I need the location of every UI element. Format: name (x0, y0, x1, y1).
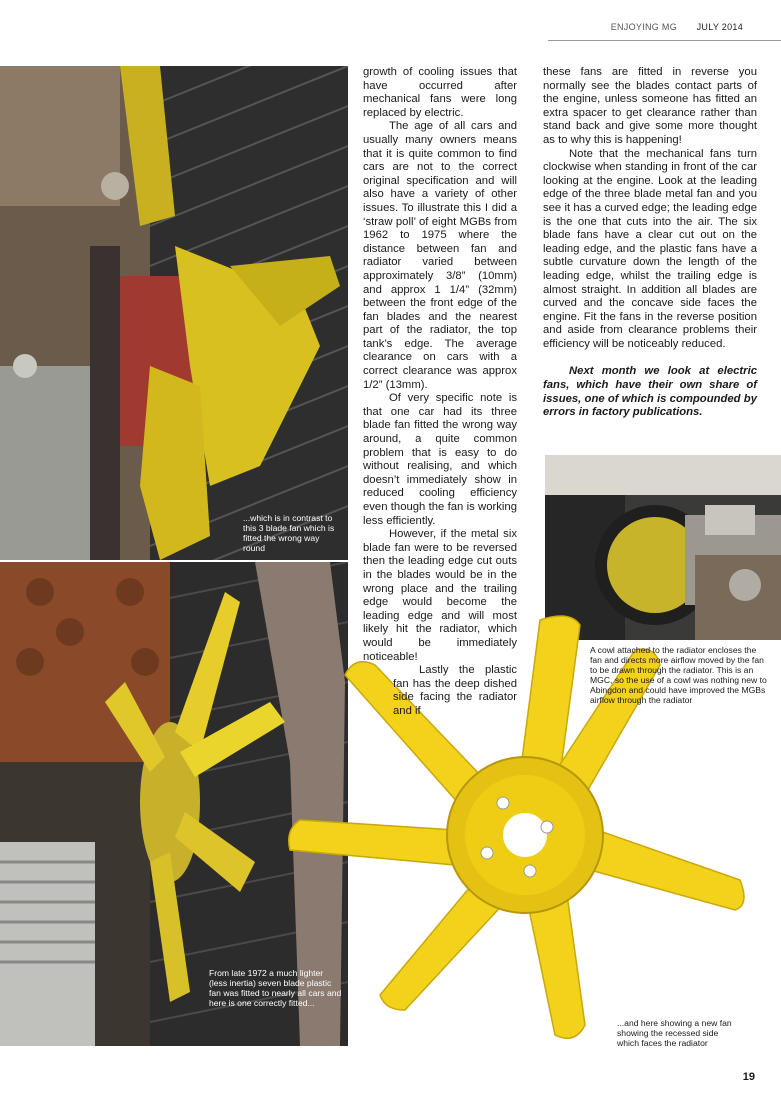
photo-three-blade-fan (0, 66, 348, 560)
article-column-1 (363, 66, 517, 719)
caption-new-fan: ...and here showing a new fan showing the recessed side which faces the radiator (617, 1018, 732, 1048)
col1-paragraph-1: growth of cooling issues that have occurred after mechanical fans were long replaced by electric. (363, 66, 517, 119)
col1-paragraph-5: Lastly the plastic fan has the deep dished side facing the radiator and if (393, 664, 517, 717)
issue-date: JULY 2014 (696, 22, 743, 32)
caption-plastic-fan-fitted: From late 1972 a much lighter (less inertia) seven blade plastic fan was fitted to nearly all cars and here is one correctly fitted... (209, 968, 342, 1008)
caption-three-blade-fan: ...which is in contrast to this 3 blade fan which is fitted the wrong way round (243, 513, 335, 553)
col1-paragraph-4: However, if the metal six blade fan were to be reversed then the leading edge cut outs in the blades would be in the wrong place and the trailing edge would become the leading edge and will most likely hit the radiator, which would be immediately noticeable! (363, 528, 517, 663)
page-number: 19 (742, 1071, 755, 1083)
col2-paragraph-1: these fans are fitted in reverse you normally see the blades contact parts of the engine, unless someone has fitted an extra spacer to get clearance rather than stand back and give some more thought as to why this is happening! (543, 66, 757, 146)
header-rule (548, 40, 781, 41)
magazine-name: ENJOYING MG (610, 22, 677, 32)
col1-paragraph-3: Of very specific note is that one car had its three blade fan fitted the wrong way around, a quite common problem that is easy to do without realising, and which doesn’t immediately show in reduced cooling efficiency even though the fan is working less efficiently. (363, 392, 517, 527)
col1-paragraph-2: The age of all cars and usually many owners means that it is quite common to find cars are not to the correct original specification and will also have a variety of other issues. To illustrate this I did a ‘straw poll’ of eight MGBs from 1962 to 1975 where the distance between fan and radiator varied between approximately 3/8” (10mm) and approx 1 1/4” (32mm) between the front edge of the fan blades and the nearest part of the radiator, the top tank’s edge. The average clearance on cars with a correct clearance was approx 1/2” (13mm). (363, 120, 517, 391)
col2-next-month: Next month we look at electric fans, which have their own share of issues, one of which is compounded by errors in factory publications. (543, 365, 757, 419)
col2-paragraph-2: Note that the mechanical fans turn clockwise when standing in front of the car looking at the engine. Look at the leading edge of the three blade metal fan and you see it has a curved edge; the leading edge is the one that cuts into the air. The six blade fans have a clear cut out on the leading edge, and the plastic fans have a subtle curvature down the length of the leading edge, whilst the trailing edge is almost straight. In addition all blades are curved and the concave side faces the engine. Fit the fans in the reverse position and aside from clearance problems their efficiency will be noticeably reduced. (543, 147, 757, 350)
caption-cowl: A cowl attached to the radiator encloses the fan and directs more airflow moved by the fan to be drawn through the radiator. This is an MGC, so the use of a cowl was nothing new to Abingdon and could have improved the MGBs airflow through the radiator (590, 645, 767, 705)
page-header (0, 22, 781, 36)
article-column-2 (543, 66, 757, 420)
